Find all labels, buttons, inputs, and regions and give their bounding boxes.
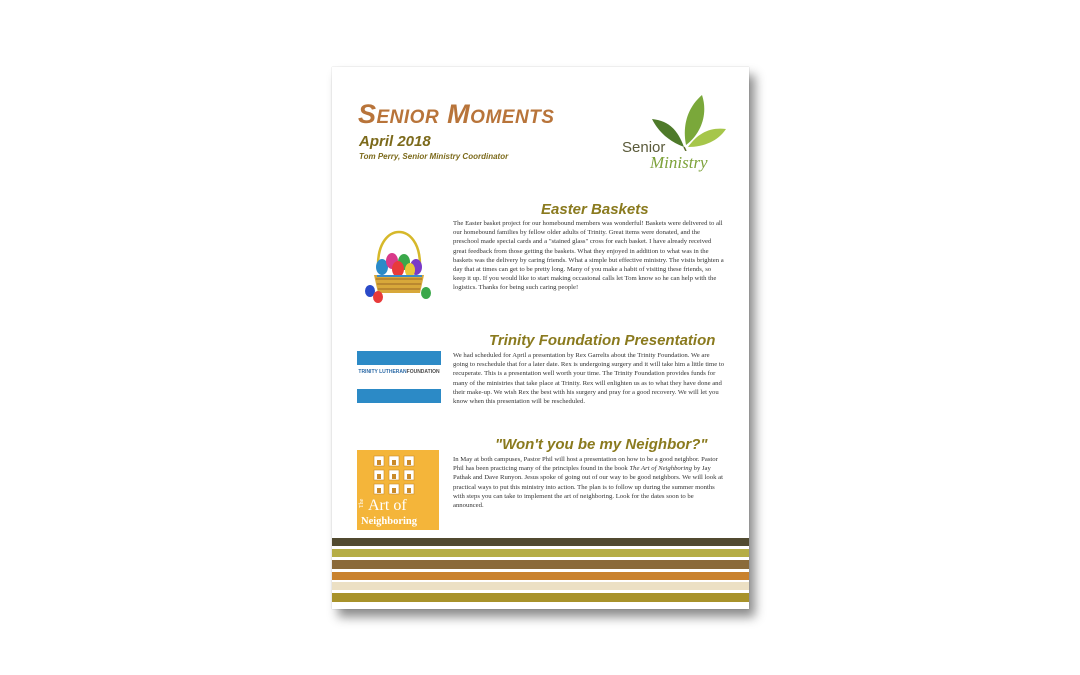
trinity-foundation-logo-part2: FOUNDATION [406,369,440,375]
logo-ministry-text: Ministry [650,153,708,172]
neighbor-book-title: The Art of Neighboring [629,465,692,473]
newsletter-title-text: Senior Moments [358,99,555,129]
art-of-neighboring-book-cover [357,450,439,530]
section-heading-trinity-foundation: Trinity Foundation Presentation [489,332,716,349]
easter-basket-image [364,217,434,303]
section-body-easter-baskets: The Easter basket project for our homebound members was wonderful! Baskets were delivered to all our homebound families by fellow older adults of Trinity. Great items were donated, and the preschool made special cards and a "stained glass" cross for each basket. I have already received great feedback from those getting the baskets. What they enjoyed in addition to what was in the baskets was the delivery by caring friends. What a simple but effective ministry. The visits brighten a day that at times can get to be pretty long. Many of you make a habit of visiting these friends, so keep it up. If you would like to start making occasional calls let Tom know so he can help with the logistics. Thanks for being such caring people! [453,220,724,292]
neighbor-body-part1: In May at both campuses, Pastor Phil will host a presentation on how to be a good neighbor. Pastor Phil has been practicing many of the principles found in the book [453,456,718,473]
trinity-foundation-logo-part1: TRINITY LUTHERAN [358,369,407,375]
newsletter-date: April 2018 [359,133,431,150]
stripe-1 [332,538,749,546]
stripe-5 [332,582,749,590]
section-heading-easter-baskets: Easter Baskets [541,201,649,218]
newsletter-title [358,99,554,130]
stripe-3 [332,560,749,569]
section-heading-neighbor: "Won't you be my Neighbor?" [495,436,708,453]
senior-ministry-logo [620,93,730,179]
houses-grid-icon [357,454,439,498]
section-body-trinity-foundation: We had scheduled for April a presentation by Rex Garrelts about the Trinity Foundation. We are going to reschedule that for a later date. Rex is undergoing surgery and it will take him a little time to recuperate. This is a presentation well worth your time. The Trinity Foundation provides funds for many of the ministries that take place at Trinity. Rex will enlighten us as to what they have done and their make-up. We wish Rex the best with his surgery and pray for a good recovery. We will let you know when this presentation will be rescheduled. [453,352,725,406]
stripe-2 [332,549,749,557]
logo-senior-text: Senior [622,139,666,156]
section-body-neighbor [453,455,725,510]
newsletter-byline: Tom Perry, Senior Ministry Coordinator [359,152,509,161]
stripe-4 [332,572,749,580]
neighbor-body-part2: by Jay Pathak and Dave Runyon. Jesus spoke of going out of our way to be good neighbors. We will look at practical ways to put this ministry into action. The plan is to follow up during the summer months with steps you can take to implement the art of neighboring. Look for the dates soon to be announced. [453,465,723,510]
newsletter-page [332,67,749,609]
book-cover-art-of: Art of [368,497,407,514]
book-cover-neighboring: Neighboring [361,516,418,527]
trinity-foundation-logo [357,351,441,403]
stripe-6 [332,593,749,602]
book-cover-the: The [359,498,365,508]
